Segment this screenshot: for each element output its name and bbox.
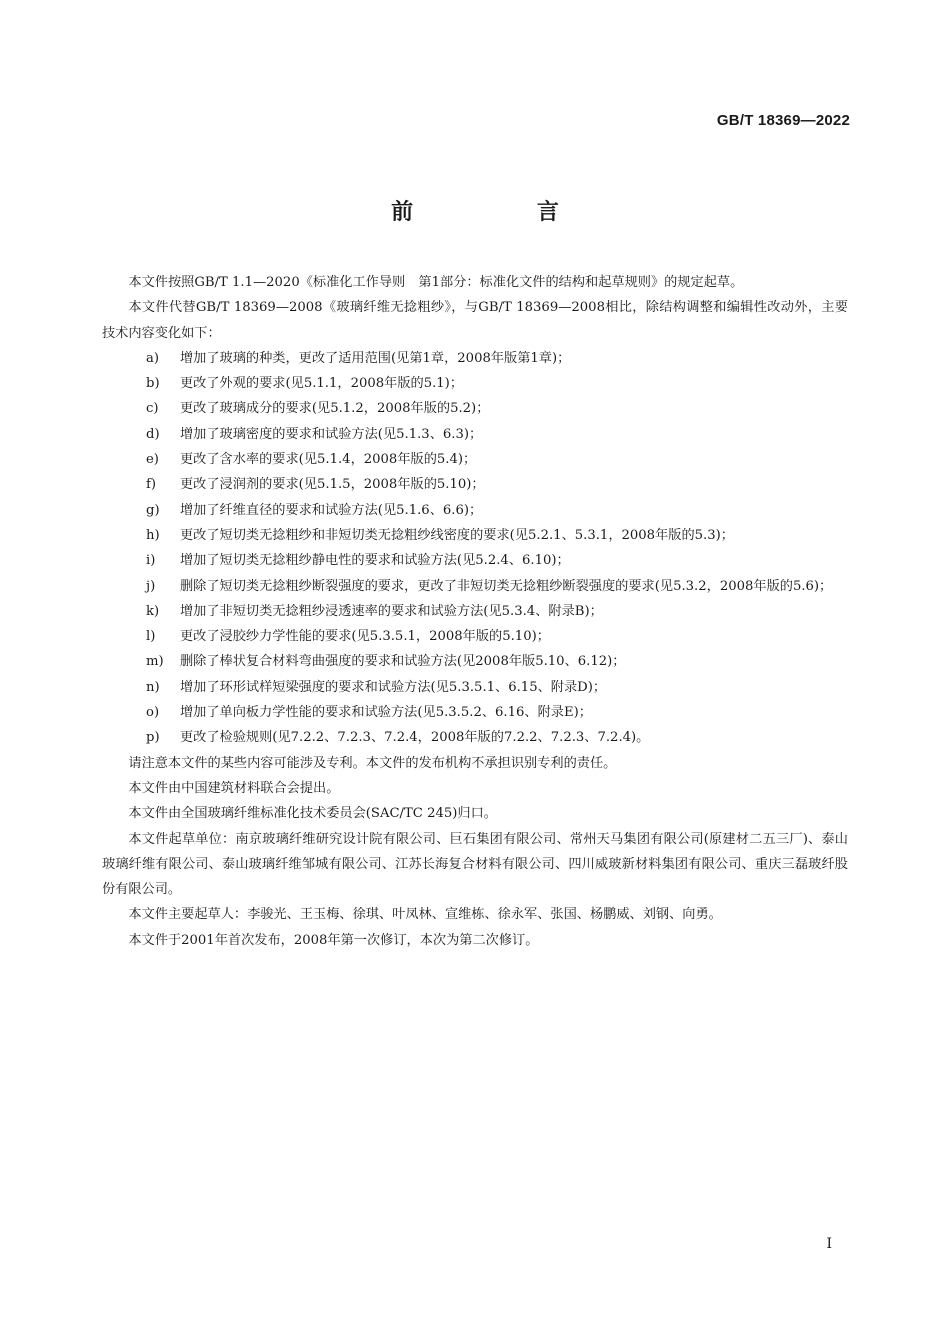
change-item [102, 371, 848, 396]
change-item [102, 599, 848, 624]
page-title: 前 言 [391, 200, 617, 225]
change-item [102, 624, 848, 649]
change-item [102, 498, 848, 523]
paragraph-drafters: 本文件主要起草人：李骏光、王玉梅、徐琪、叶凤林、宣维栋、徐永军、张国、杨鹏威、刘钢、向勇。 [128, 907, 722, 923]
change-item-label: l) [146, 629, 156, 645]
change-item-label: j) [146, 578, 156, 594]
change-item [102, 422, 848, 447]
foreword-body [102, 270, 848, 953]
paragraph-proposer: 本文件由中国建筑材料联合会提出。 [128, 780, 340, 796]
change-item-text: 删除了棒状复合材料弯曲强度的要求和试验方法(见2008年版5.10、6.12)； [180, 654, 626, 670]
change-item [102, 548, 848, 573]
change-item-label: d) [146, 426, 160, 442]
change-item [102, 523, 848, 548]
change-item [102, 447, 848, 472]
change-item-text: 更改了玻璃成分的要求(见5.1.2，2008年版的5.2)； [180, 401, 490, 417]
change-item-label: p) [146, 730, 160, 746]
change-item-label: h) [146, 527, 160, 543]
change-item [102, 700, 848, 725]
change-item-text: 删除了短切类无捻粗纱断裂强度的要求，更改了非短切类无捻粗纱断裂强度的要求(见5.3.2，2008年版的5.6)； [180, 578, 833, 594]
change-item-label: o) [146, 705, 160, 721]
page-number: I [826, 1236, 832, 1252]
change-item-label: i) [146, 553, 156, 569]
standard-number: GB/T 18369—2022 [716, 112, 850, 129]
change-item-label: f) [146, 477, 157, 493]
change-item [102, 675, 848, 700]
change-item-label: a) [146, 350, 160, 366]
change-item-label: k) [146, 603, 160, 619]
change-item-text: 更改了浸胶纱力学性能的要求(见5.3.5.1，2008年版的5.10)； [180, 629, 550, 645]
change-item [102, 649, 848, 674]
change-item-label: m) [146, 654, 164, 670]
change-item [102, 472, 848, 497]
change-item-text: 更改了外观的要求(见5.1.1，2008年版的5.1)； [180, 376, 464, 392]
change-item-text: 更改了检验规则(见7.2.2、7.2.3、7.2.4，2008年版的7.2.2、7.2.3、7.2.4)。 [180, 730, 650, 746]
change-item-label: g) [146, 502, 160, 518]
paragraph-drafting-rules: 本文件按照GB/T 1.1—2020《标准化工作导则 第1部分：标准化文件的结构和起草规则》的规定起草。 [128, 275, 744, 290]
change-item-text: 增加了短切类无捻粗纱静电性的要求和试验方法(见5.2.4、6.10)； [180, 553, 570, 569]
change-item-text: 增加了玻璃密度的要求和试验方法(见5.1.3、6.3)； [180, 426, 483, 442]
change-item-text: 更改了短切类无捻粗纱和非短切类无捻粗纱线密度的要求(见5.2.1、5.3.1，2008年版的5.3)； [180, 527, 734, 543]
change-item-text: 增加了单向板力学性能的要求和试验方法(见5.3.5.2、6.16、附录E)； [180, 705, 592, 721]
change-item-text: 增加了玻璃的种类，更改了适用范围(见第1章，2008年版第1章)； [180, 350, 571, 366]
change-item [102, 346, 848, 371]
change-item-text: 增加了环形试样短梁强度的要求和试验方法(见5.3.5.1、6.15、附录D)； [180, 679, 607, 695]
change-item-label: c) [146, 401, 159, 417]
paragraph-replacement: 本文件代替GB/T 18369—2008《玻璃纤维无捻粗纱》，与GB/T 18369—2008相比，除结构调整和编辑性改动外，主要技术内容变化如下： [102, 300, 848, 341]
change-item-text: 更改了含水率的要求(见5.1.4，2008年版的5.4)； [180, 452, 477, 468]
change-item-label: n) [146, 679, 160, 695]
change-item-text: 增加了纤维直径的要求和试验方法(见5.1.6、6.6)； [180, 502, 483, 518]
change-item-text: 增加了非短切类无捻粗纱浸透速率的要求和试验方法(见5.3.4、附录B)； [180, 603, 603, 619]
paragraph-committee: 本文件由全国玻璃纤维标准化技术委员会(SAC/TC 245)归口。 [128, 806, 497, 822]
paragraph-patent-notice: 请注意本文件的某些内容可能涉及专利。本文件的发布机构不承担识别专利的责任。 [128, 755, 617, 771]
change-item-label: b) [146, 376, 160, 392]
change-item [102, 396, 848, 421]
paragraph-drafting-units: 本文件起草单位：南京玻璃纤维研究设计院有限公司、巨石集团有限公司、常州天马集团有限公司(原建材二五三厂)、泰山玻璃纤维有限公司、泰山玻璃纤维邹城有限公司、江苏长海复合材料有限公司、四川威玻新材料集团有限公司、重庆三磊玻纤股份有限公司。 [102, 831, 848, 898]
change-item [102, 574, 848, 599]
change-item-label: e) [146, 452, 159, 468]
change-item-text: 更改了浸润剂的要求(见5.1.5，2008年版的5.10)； [180, 477, 485, 493]
paragraph-history: 本文件于2001年首次发布，2008年第一次修订，本次为第二次修订。 [128, 932, 539, 948]
change-item [102, 725, 848, 750]
